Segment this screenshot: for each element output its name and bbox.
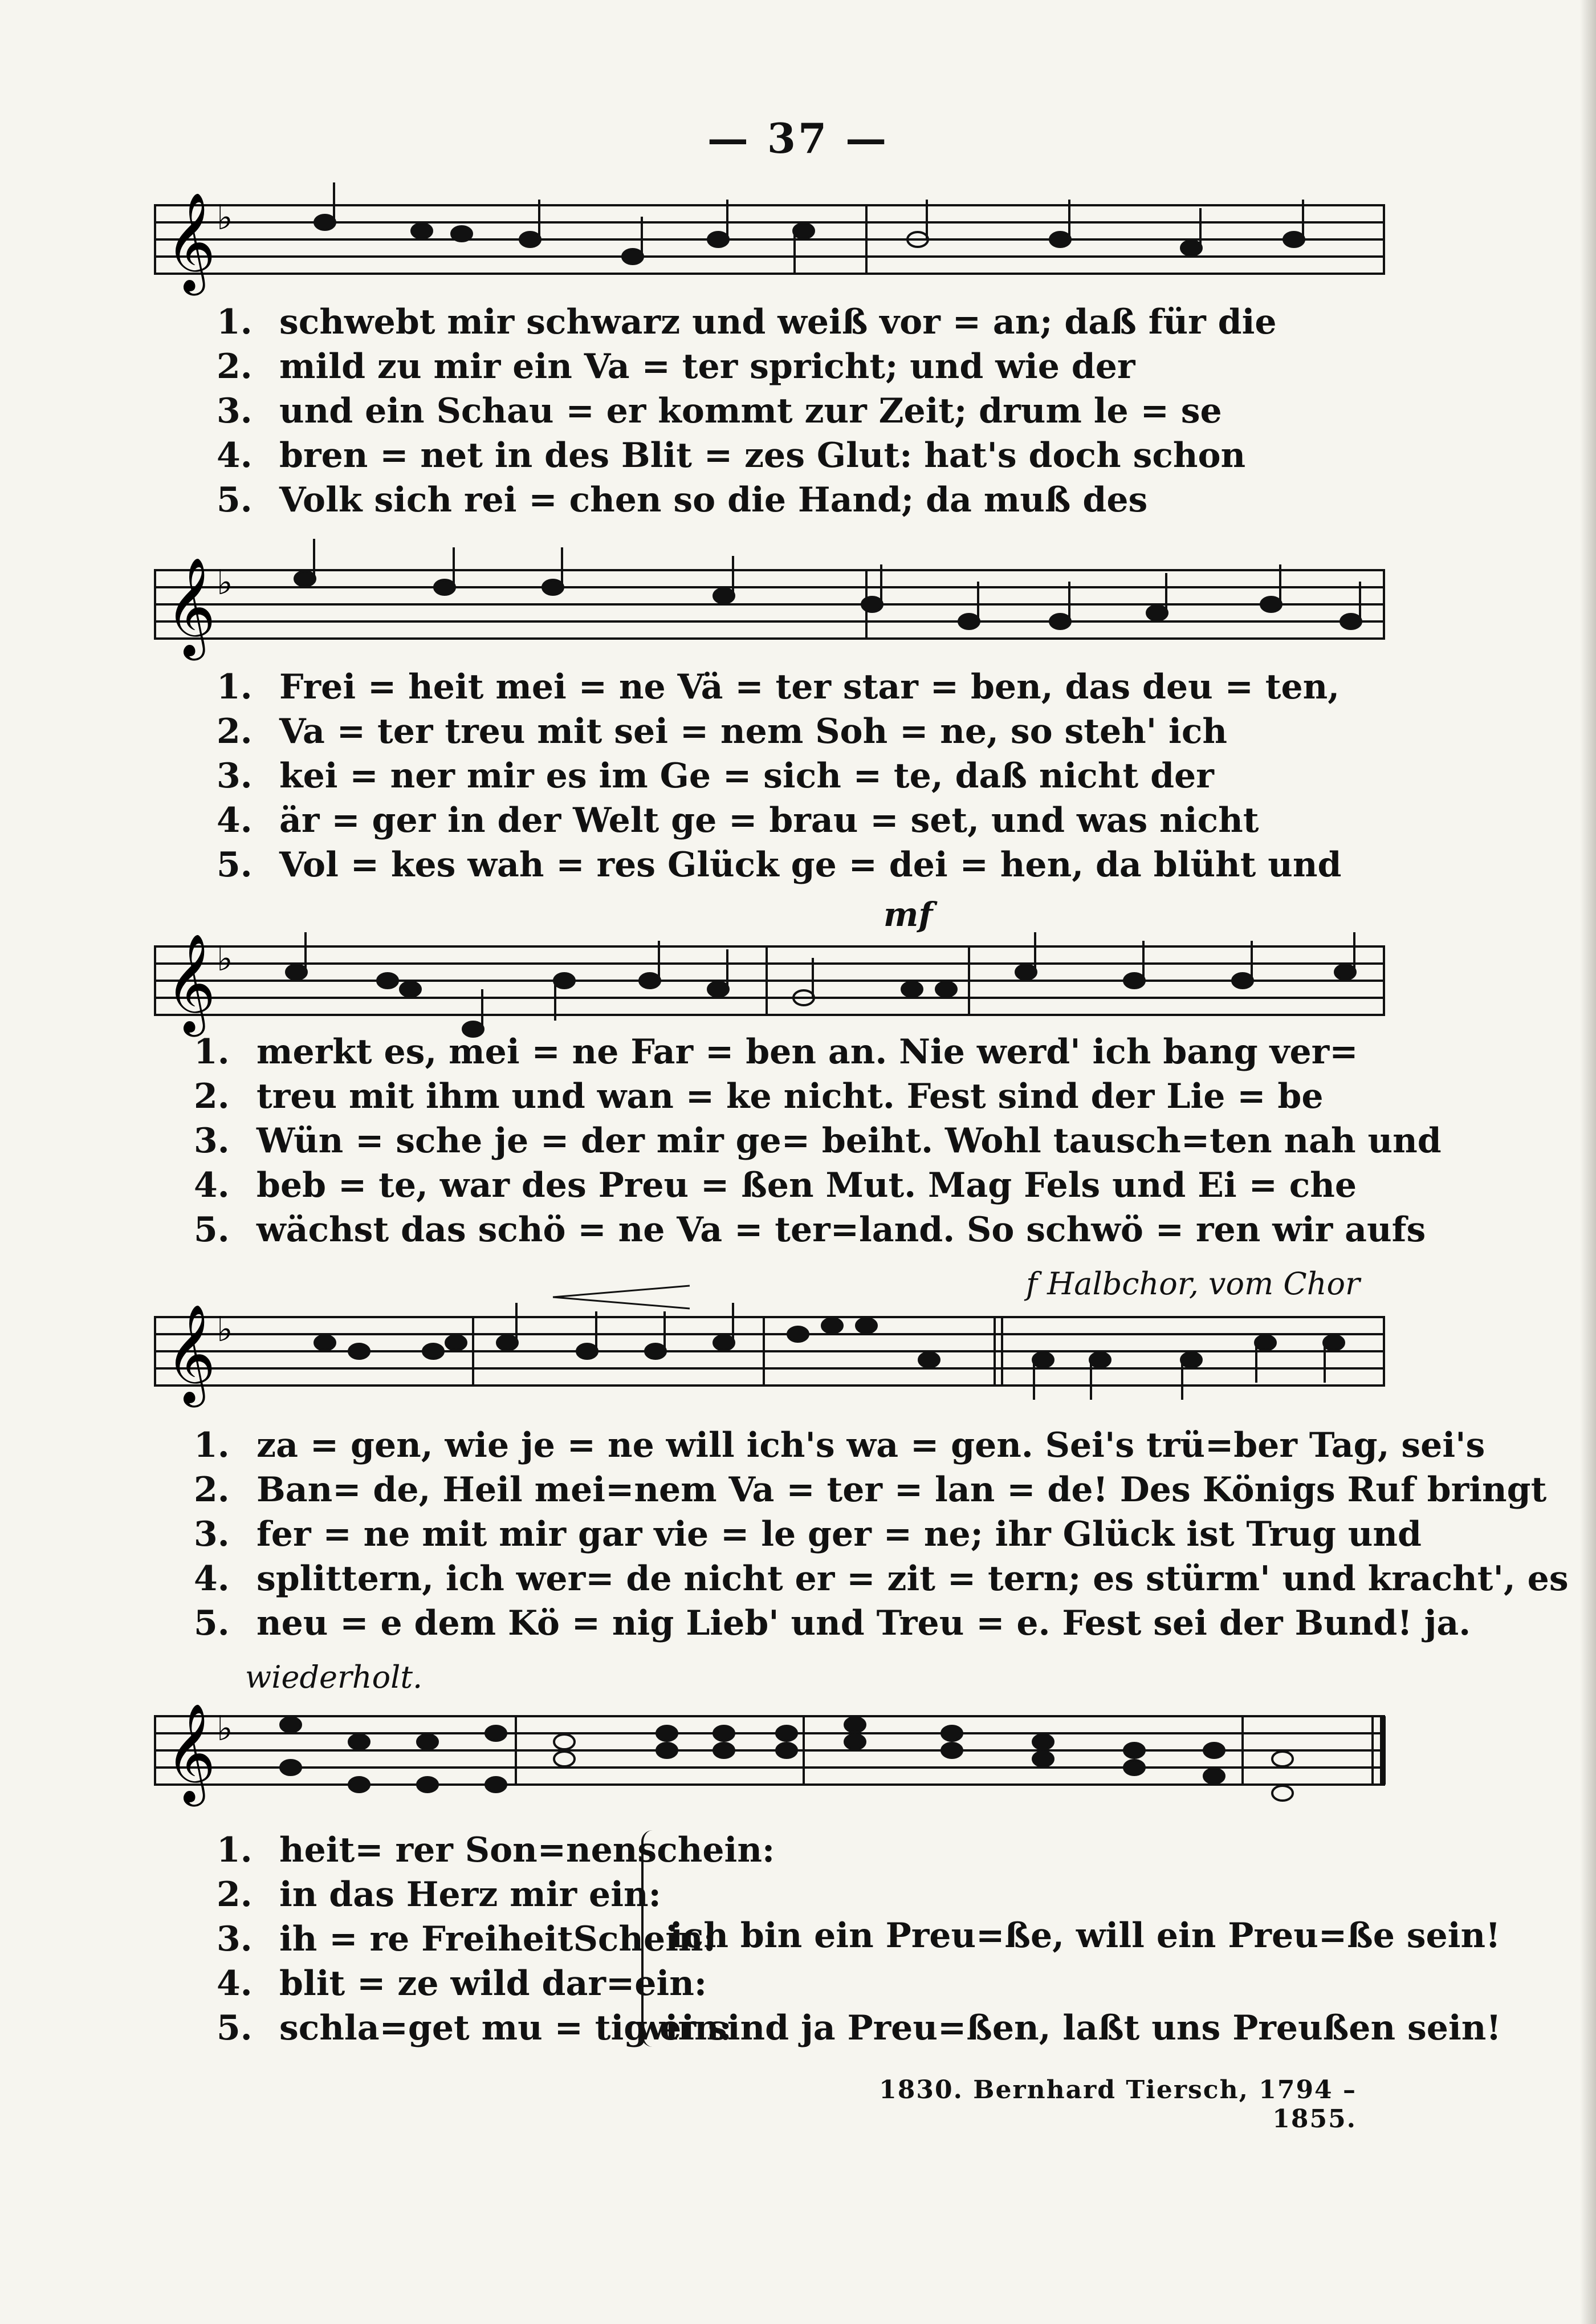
page-edge (1580, 0, 1596, 2324)
verse-line: 2. treu mit ihm und wan = ke nicht. Fest sind der Lie = be (194, 1076, 1324, 1116)
music-staff-3 (154, 935, 1385, 1038)
verse-line: 4. blit = ze wild dar=ein: (217, 1964, 707, 2004)
verse-line: 4. beb = te, war des Preu = ßen Mut. Mag Fels und Ei = che (194, 1165, 1357, 1205)
verse-line: 1. merkt es, mei = ne Far = ben an. Nie werd' ich bang ver= (194, 1032, 1358, 1072)
svg-text:𝄞: 𝄞 (165, 1703, 216, 1802)
verse-line: 3. kei = ner mir es im Ge = sich = te, daß nicht der (217, 756, 1214, 796)
verse-line: 1. za = gen, wie je = ne will ich's wa = gen. Sei's trü=ber Tag, sei's (194, 1425, 1485, 1465)
verse-line: 1. heit= rer Son=nenschein: (217, 1830, 775, 1870)
verse-line: 3. ih = re FreiheitSchein: (217, 1919, 716, 1959)
verse-line: 2. in das Herz mir ein: (217, 1875, 661, 1915)
svg-text:𝄞: 𝄞 (165, 192, 216, 291)
svg-text:♭: ♭ (217, 939, 233, 979)
music-staff-2 (154, 559, 1385, 661)
music-staff-5 (154, 1705, 1385, 1807)
dynamic-mf: mf (883, 895, 933, 934)
verse-line: 1. Frei = heit mei = ne Vä = ter star = ben, das deu = ten, (217, 667, 1340, 707)
svg-text:𝄞: 𝄞 (165, 1304, 216, 1403)
svg-text:♭: ♭ (217, 563, 233, 603)
svg-text:𝄞: 𝄞 (165, 933, 216, 1033)
refrain-line: ich bin ein Preu=ße, will ein Preu=ße sein! (670, 1916, 1501, 1956)
svg-text:♭: ♭ (217, 198, 233, 238)
verse-line: 1. schwebt mir schwarz und weiß vor = an; daß für die (217, 302, 1277, 342)
music-staff-4 (154, 1306, 1385, 1408)
verse-line: 4. splittern, ich wer= de nicht er = zit = tern; es stürm' und kracht', es (194, 1559, 1569, 1599)
verse-line: 4. är = ger in der Welt ge = brau = set, und was nicht (217, 801, 1259, 840)
svg-text:𝄞: 𝄞 (165, 557, 216, 656)
verse-line: 5. schla=get mu = tig ein: (217, 2008, 732, 2048)
attribution: 1830. Bernhard Tiersch, 1794 – 1855. (879, 2075, 1357, 2134)
svg-text:♭: ♭ (217, 1310, 233, 1350)
verse-line: 3. fer = ne mit mir gar vie = le ger = ne; ihr Glück ist Trug und (194, 1514, 1422, 1554)
verse-line: 3. und ein Schau = er kommt zur Zeit; drum le = se (217, 391, 1222, 431)
refrain-line-verse-5: wir sind ja Preu=ßen, laßt uns Preußen sein! (636, 2008, 1501, 2048)
verse-line: 2. Va = ter treu mit sei = nem Soh = ne, so steh' ich (217, 712, 1228, 751)
verse-line: 5. Vol = kes wah = res Glück ge = dei = hen, da blüht und (217, 845, 1342, 885)
verse-line: 5. Volk sich rei = chen so die Hand; da muß des (217, 480, 1148, 520)
page-number: — 37 — (707, 114, 889, 162)
direction-wiederholt: wiederholt. (245, 1659, 423, 1695)
svg-text:♭: ♭ (217, 1709, 233, 1749)
music-staff-1 (154, 194, 1385, 296)
direction-halbchor: f Halbchor, vom Chor (1026, 1266, 1360, 1302)
verse-line: 5. wächst das schö = ne Va = ter=land. So schwö = ren wir aufs (194, 1210, 1426, 1250)
verse-line: 3. Wün = sche je = der mir ge= beiht. Wohl tausch=ten nah und (194, 1121, 1442, 1161)
verse-line: 2. mild zu mir ein Va = ter spricht; und wie der (217, 347, 1135, 387)
verse-line: 2. Ban= de, Heil mei=nem Va = ter = lan = de! Des Königs Ruf bringt (194, 1470, 1547, 1510)
verse-line: 5. neu = e dem Kö = nig Lieb' und Treu = e. Fest sei der Bund! ja. (194, 1603, 1471, 1643)
verse-line: 4. bren = net in des Blit = zes Glut: hat's doch schon (217, 436, 1246, 476)
